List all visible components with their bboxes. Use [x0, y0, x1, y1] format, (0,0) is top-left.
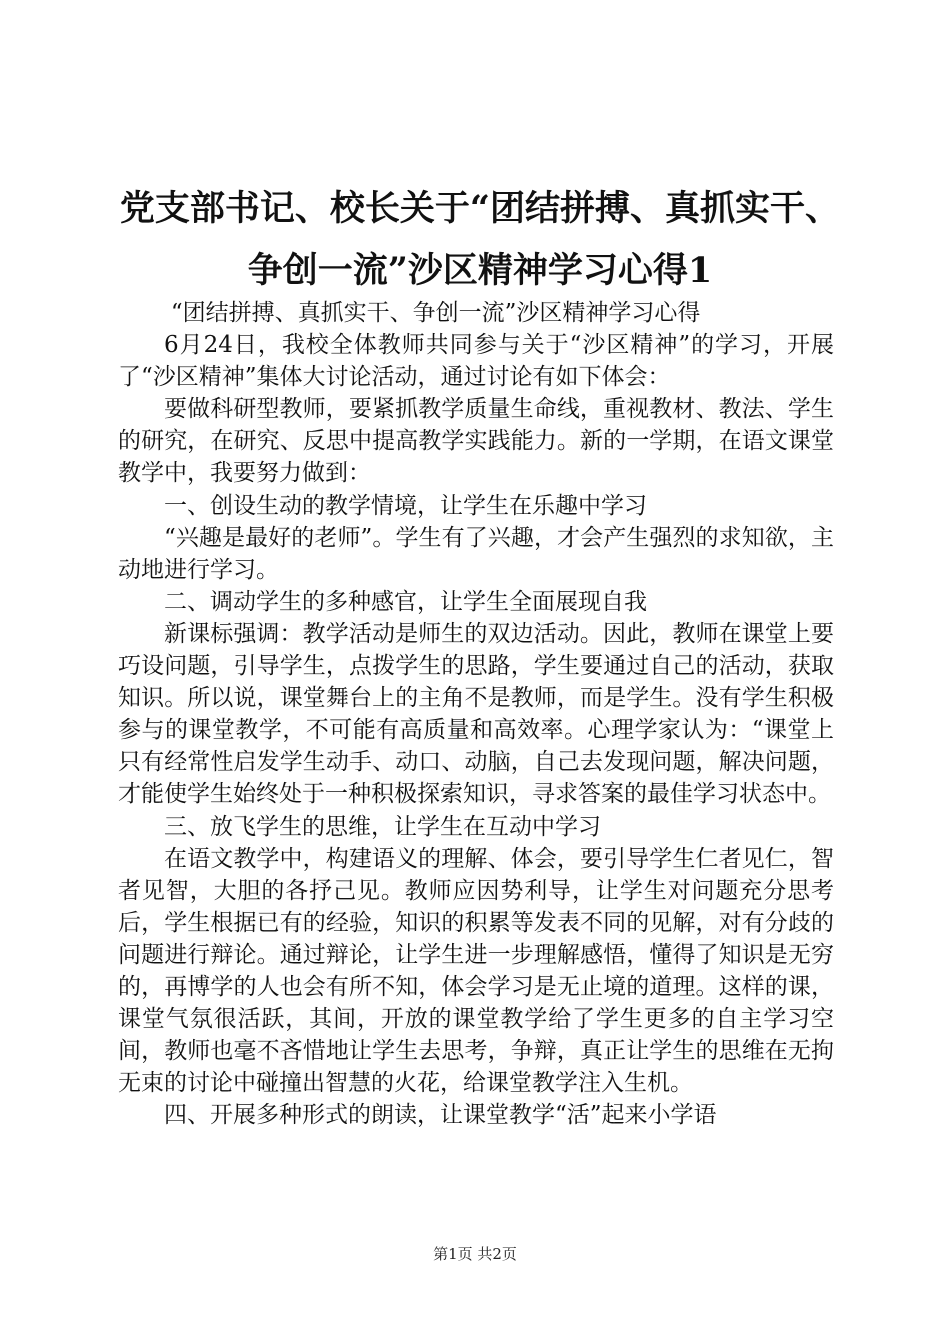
- document-title-line-2: 争创一流”沙区精神学习心得1: [247, 250, 713, 291]
- document-title-line-1: 党支部书记、校长关于“团结拼搏、真抓实干、: [119, 188, 841, 229]
- paragraph-research-teacher: 要做科研型教师，要紧抓教学质量生命线，重视教材、教法、学生的研究，在研究、反思中提高教学实践能力。新的一学期，在语文课堂教学中，我要努力做到：: [118, 396, 834, 487]
- paragraph-intro: 6月24日，我校全体教师共同参与关于“沙区精神”的学习，开展了“沙区精神”集体大讨论活动，通过讨论有如下体会：: [118, 332, 834, 391]
- document-body: [118, 297, 834, 1131]
- paragraph-new-curriculum: 新课标强调：教学活动是师生的双边活动。因此，教师在课堂上要巧设问题，引导学生，点拨学生的思路，学生要通过自己的活动，获取知识。所以说，课堂舞台上的主角不是教师，而是学生。没有学生积极参与的课堂教学，不可能有高质量和高效率。心理学家认为：“课堂上只有经常性启发学生动手、动口、动脑，自己去发现问题，解决问题，才能使学生始终处于一种积极探索知识，寻求答案的最佳学习状态中。: [118, 620, 834, 808]
- paragraph-interest: “兴趣是最好的老师”。学生有了兴趣，才会产生强烈的求知欲，主动地进行学习。: [118, 524, 834, 583]
- page-number-footer: 第1页 共2页: [433, 1245, 517, 1263]
- section-heading-4: 四、开展多种形式的朗读，让课堂教学“活”起来小学语: [164, 1102, 717, 1129]
- section-heading-2: 二、调动学生的多种感官，让学生全面展现自我: [164, 588, 647, 615]
- section-heading-3: 三、放飞学生的思维，让学生在互动中学习: [164, 813, 601, 840]
- paragraph-chinese-teaching: 在语文教学中，构建语义的理解、体会，要引导学生仁者见仁，智者见智，大胆的各抒己见。教师应因势利导，让学生对问题充分思考后，学生根据已有的经验，知识的积累等发表不同的见解，对有分歧的问题进行辩论。通过辩论，让学生进一步理解感悟，懂得了知识是无穷的，再博学的人也会有所不知，体会学习是无止境的道理。这样的课，课堂气氛很活跃，其间，开放的课堂教学给了学生更多的自主学习空间，教师也毫不吝惜地让学生去思考，争辩，真正让学生的思维在无拘无束的讨论中碰撞出智慧的火花，给课堂教学注入生机。: [118, 845, 834, 1097]
- section-heading-1: 一、创设生动的教学情境，让学生在乐趣中学习: [164, 492, 647, 519]
- paragraph-subtitle: “团结拼搏、真抓实干、争创一流”沙区精神学习心得: [170, 300, 701, 326]
